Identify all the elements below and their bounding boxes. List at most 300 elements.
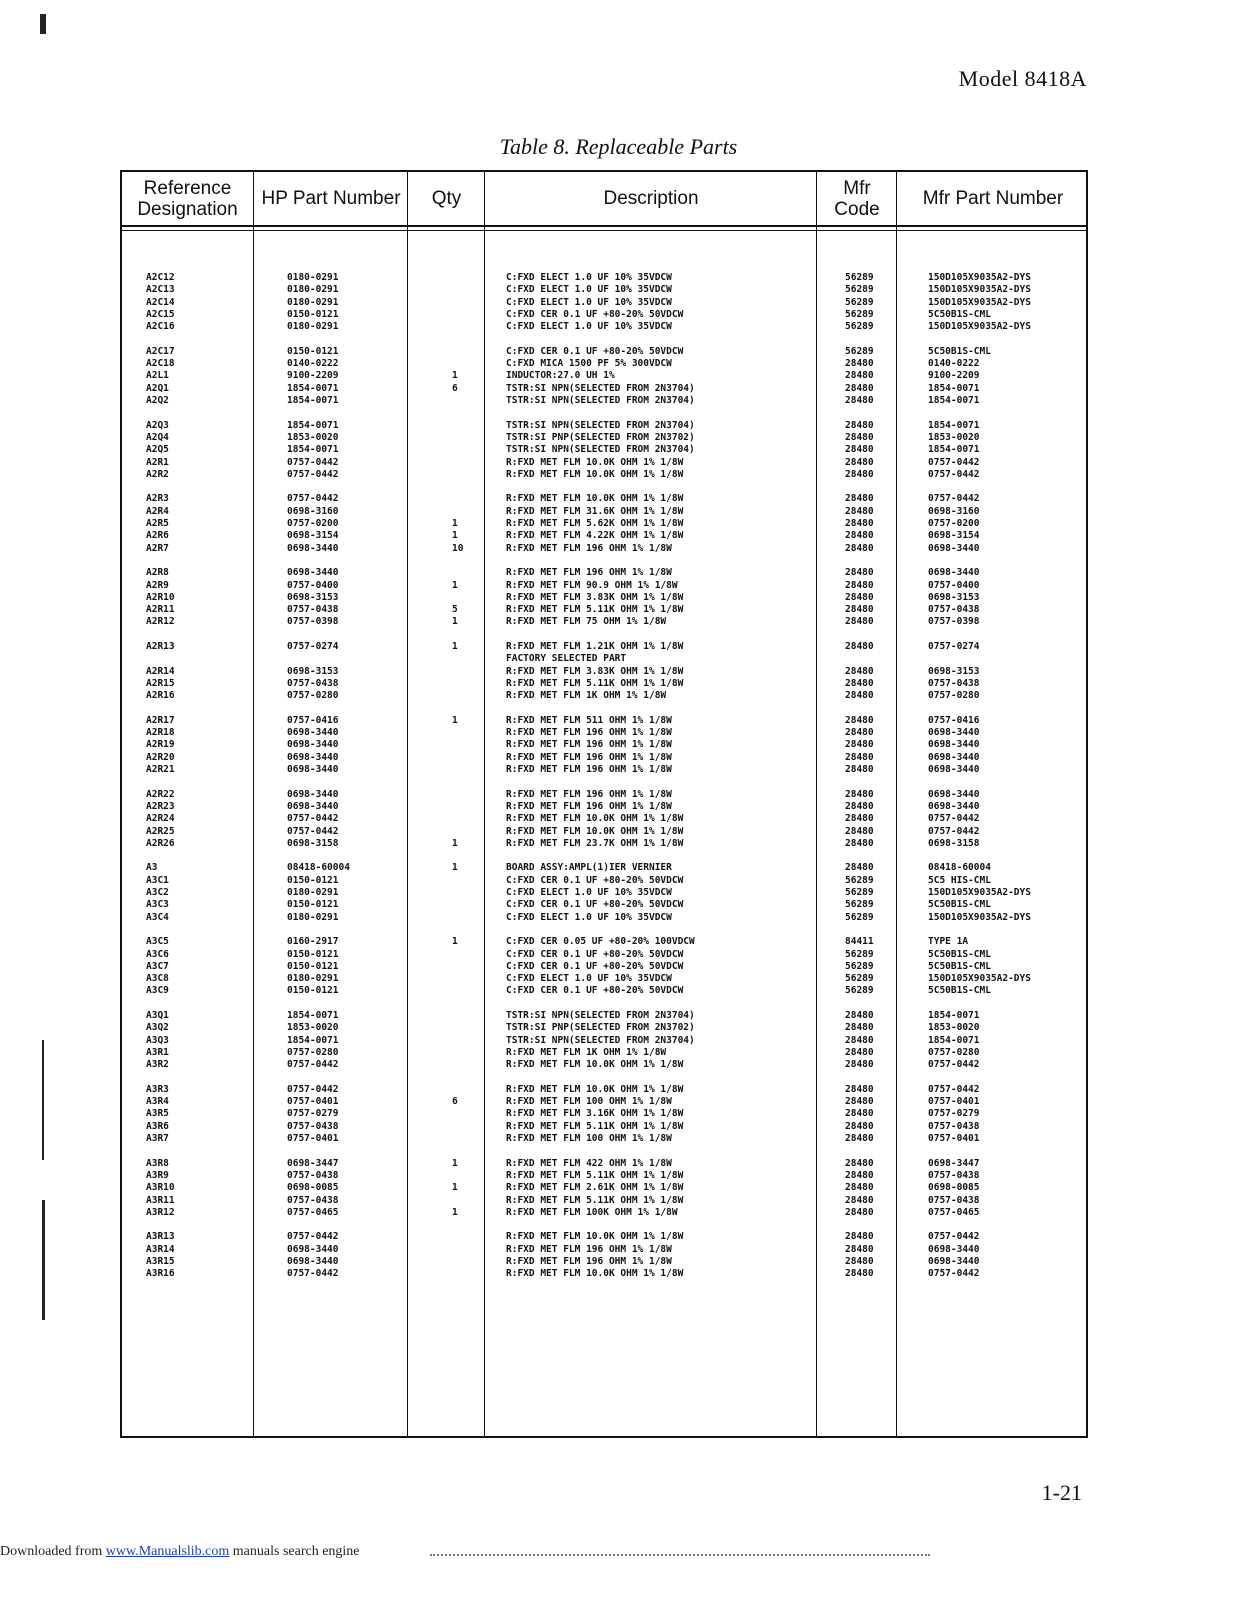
- cell-mfr-part-number: 1853-0020: [928, 431, 980, 443]
- cell-description: R:FXD MET FLM 196 OHM 1% 1/8W: [506, 764, 672, 775]
- cell-reference: A2C13: [146, 284, 175, 296]
- cell-qty: 10: [452, 542, 464, 554]
- cell-mfr-code: 28480: [845, 1108, 874, 1120]
- cell-description: R:FXD MET FLM 10.0K OHM 1% 1/8W: [506, 1231, 684, 1243]
- cell-qty: 6: [452, 1096, 458, 1108]
- cell-description: R:FXD MET FLM 10.0K OHM 1% 1/8W: [506, 813, 684, 825]
- header-description: Description: [603, 188, 699, 209]
- cell-mfr-code: 28480: [845, 370, 874, 382]
- cell-hp-part-number: 9100-2209: [287, 370, 339, 382]
- cell-mfr-code: 28480: [845, 493, 874, 505]
- cell-qty: 1: [452, 862, 458, 874]
- cell-mfr-code: 28480: [845, 813, 874, 825]
- cell-mfr-code: 28480: [845, 690, 874, 702]
- table-row: [122, 752, 1086, 764]
- cell-reference: A3C3: [146, 899, 169, 911]
- cell-description: TSTR:SI NPN(SELECTED FROM 2N3704): [506, 382, 695, 394]
- cell-reference: A2L1: [146, 370, 169, 382]
- cell-reference: A2R15: [146, 677, 175, 689]
- table-row-spacer: [122, 998, 1086, 1010]
- table-row: [122, 973, 1086, 985]
- cell-hp-part-number: 0698-0085: [287, 1182, 339, 1194]
- cell-mfr-code: 28480: [845, 444, 874, 456]
- cell-description: R:FXD MET FLM 4.22K OHM 1% 1/8W: [506, 530, 684, 542]
- table-row: [122, 813, 1086, 825]
- footer-suffix: manuals search engine: [229, 1544, 360, 1559]
- cell-hp-part-number: 0757-0442: [287, 1083, 339, 1095]
- cell-qty: 1: [452, 714, 458, 726]
- cell-reference: A3Q3: [146, 1034, 169, 1046]
- cell-description: R:FXD MET FLM 10.0K OHM 1% 1/8W: [506, 1059, 684, 1071]
- cell-mfr-code: 28480: [845, 567, 874, 579]
- cell-mfr-code: 56289: [845, 948, 874, 960]
- cell-mfr-code: 28480: [845, 505, 874, 517]
- cell-qty: 1: [452, 641, 458, 652]
- cell-mfr-part-number: TYPE 1A: [928, 936, 969, 948]
- cell-hp-part-number: 1854-0071: [287, 419, 339, 431]
- table-row: [122, 616, 1086, 628]
- table-row: [122, 518, 1086, 530]
- table-row-spacer: [122, 1219, 1086, 1231]
- cell-mfr-part-number: 5C50B1S-CML: [928, 948, 991, 960]
- table-row: [122, 789, 1086, 801]
- table-row: [122, 1010, 1086, 1022]
- cell-reference: A3C1: [146, 874, 169, 886]
- cell-mfr-code: 56289: [845, 272, 874, 283]
- cell-reference: A3C5: [146, 936, 169, 948]
- cell-hp-part-number: 0757-0442: [287, 456, 339, 468]
- cell-reference: A2R5: [146, 518, 169, 529]
- cell-hp-part-number: 0140-0222: [287, 358, 339, 370]
- table-row: [122, 346, 1086, 358]
- cell-mfr-part-number: 0757-0465: [928, 1206, 980, 1218]
- header-rule: [122, 225, 1086, 227]
- cell-description: R:FXD MET FLM 196 OHM 1% 1/8W: [506, 739, 672, 751]
- cell-description: R:FXD MET FLM 511 OHM 1% 1/8W: [506, 714, 672, 726]
- cell-hp-part-number: 1854-0071: [287, 382, 339, 394]
- cell-reference: A2R21: [146, 764, 175, 775]
- table-row-spacer: [122, 776, 1086, 788]
- cell-mfr-part-number: 150D105X9035A2-DYS: [928, 973, 1031, 985]
- cell-reference: A2R16: [146, 690, 175, 702]
- cell-description: R:FXD MET FLM 10.0K OHM 1% 1/8W: [506, 1083, 684, 1095]
- cell-hp-part-number: 0698-3440: [287, 727, 339, 739]
- cell-mfr-part-number: 0698-3158: [928, 837, 980, 849]
- table-row: [122, 580, 1086, 592]
- cell-description: C:FXD ELECT 1.0 UF 10% 35VDCW: [506, 272, 672, 283]
- table-row: [122, 592, 1086, 604]
- cell-reference: A3R16: [146, 1268, 175, 1280]
- table-row: [122, 641, 1086, 653]
- cell-hp-part-number: 0180-0291: [287, 321, 339, 333]
- table-row: [122, 432, 1086, 444]
- cell-hp-part-number: 08418-60004: [287, 862, 350, 874]
- cell-mfr-part-number: 5C50B1S-CML: [928, 960, 991, 972]
- cell-mfr-part-number: 0757-0400: [928, 579, 980, 591]
- cell-mfr-code: 28480: [845, 1120, 874, 1132]
- cell-reference: A2R2: [146, 468, 169, 480]
- cell-reference: A2R20: [146, 751, 175, 763]
- cell-description: R:FXD MET FLM 10.0K OHM 1% 1/8W: [506, 493, 684, 505]
- cell-reference: A2Q1: [146, 382, 169, 394]
- cell-description: R:FXD MET FLM 3.16K OHM 1% 1/8W: [506, 1108, 684, 1120]
- cell-hp-part-number: 0757-0400: [287, 579, 339, 591]
- table-row-spacer: [122, 629, 1086, 641]
- cell-mfr-part-number: 0698-3440: [928, 1256, 980, 1267]
- table-row: [122, 862, 1086, 874]
- table-row: [122, 297, 1086, 309]
- table-row: [122, 1256, 1086, 1268]
- cell-reference: A2C16: [146, 321, 175, 333]
- table-row: [122, 666, 1086, 678]
- cell-description: TSTR:SI NPN(SELECTED FROM 2N3704): [506, 1010, 695, 1021]
- cell-reference: A3: [146, 862, 158, 874]
- cell-mfr-code: 28480: [845, 468, 874, 480]
- cell-mfr-part-number: 0698-3440: [928, 788, 980, 800]
- cell-reference: A3R13: [146, 1231, 175, 1243]
- cell-hp-part-number: 0757-0280: [287, 1046, 339, 1058]
- cell-description: R:FXD MET FLM 10.0K OHM 1% 1/8W: [506, 456, 684, 468]
- cell-hp-part-number: 0757-0442: [287, 1268, 339, 1280]
- cell-mfr-part-number: 5C50B1S-CML: [928, 899, 991, 911]
- cell-description: R:FXD MET FLM 196 OHM 1% 1/8W: [506, 542, 672, 554]
- table-row: [122, 887, 1086, 899]
- cell-description: R:FXD MET FLM 196 OHM 1% 1/8W: [506, 788, 672, 800]
- cell-reference: A2R1: [146, 456, 169, 468]
- cell-mfr-code: 28480: [845, 358, 874, 370]
- cell-reference: A2Q5: [146, 444, 169, 456]
- cell-hp-part-number: 0698-3153: [287, 591, 339, 603]
- cell-description: R:FXD MET FLM 196 OHM 1% 1/8W: [506, 1243, 672, 1255]
- cell-mfr-code: 28480: [845, 1046, 874, 1058]
- cell-mfr-code: 56289: [845, 874, 874, 886]
- table-row: [122, 1158, 1086, 1170]
- cell-mfr-code: 28480: [845, 1182, 874, 1194]
- table-row: [122, 1047, 1086, 1059]
- cell-hp-part-number: 0698-3153: [287, 665, 339, 677]
- cell-reference: A2C18: [146, 358, 175, 370]
- cell-hp-part-number: 0698-3440: [287, 542, 339, 554]
- cell-hp-part-number: 0757-0398: [287, 616, 339, 628]
- cell-hp-part-number: 1854-0071: [287, 1010, 339, 1021]
- table-row: [122, 764, 1086, 776]
- cell-mfr-part-number: 0757-0438: [928, 604, 980, 616]
- cell-description: C:FXD ELECT 1.0 UF 10% 35VDCW: [506, 887, 672, 898]
- cell-mfr-code: 28480: [845, 1034, 874, 1046]
- cell-hp-part-number: 0150-0121: [287, 874, 339, 886]
- cell-mfr-part-number: 0757-0442: [928, 1059, 980, 1071]
- cell-reference: A3R9: [146, 1169, 169, 1181]
- table-row: [122, 739, 1086, 751]
- cell-hp-part-number: 0180-0291: [287, 911, 339, 923]
- cell-hp-part-number: 0757-0438: [287, 1194, 339, 1206]
- table-row: [122, 530, 1086, 542]
- cell-qty: 1: [452, 579, 458, 591]
- cell-reference: A2R19: [146, 739, 175, 751]
- cell-mfr-part-number: 08418-60004: [928, 862, 991, 874]
- cell-reference: A3R10: [146, 1182, 175, 1194]
- cell-mfr-code: 28480: [845, 714, 874, 726]
- cell-hp-part-number: 0757-0279: [287, 1108, 339, 1120]
- cell-reference: A3R11: [146, 1194, 175, 1206]
- manualslib-link[interactable]: www.Manualslib.com: [105, 1544, 230, 1559]
- table-row-spacer: [122, 1072, 1086, 1084]
- cell-qty: 1: [452, 616, 458, 628]
- cell-reference: A2R25: [146, 825, 175, 837]
- footer-prefix: Downloaded from: [0, 1544, 106, 1559]
- table-row: [122, 1195, 1086, 1207]
- cell-mfr-code: 28480: [845, 1059, 874, 1071]
- table-row: [122, 321, 1086, 333]
- cell-mfr-code: 28480: [845, 530, 874, 542]
- cell-description: FACTORY SELECTED PART: [506, 653, 627, 665]
- cell-reference: A3C8: [146, 973, 169, 985]
- cell-hp-part-number: 0180-0291: [287, 296, 339, 308]
- cell-reference: A3C2: [146, 887, 169, 898]
- cell-reference: A2R22: [146, 788, 175, 800]
- cell-hp-part-number: 0698-3440: [287, 1256, 339, 1267]
- cell-reference: A3R5: [146, 1108, 169, 1120]
- cell-qty: 1: [452, 518, 458, 529]
- cell-mfr-code: 28480: [845, 764, 874, 775]
- cell-reference: A3R14: [146, 1243, 175, 1255]
- table-row: [122, 1244, 1086, 1256]
- cell-description: R:FXD MET FLM 100K OHM 1% 1/8W: [506, 1206, 678, 1218]
- cell-mfr-part-number: 150D105X9035A2-DYS: [928, 296, 1031, 308]
- cell-mfr-code: 28480: [845, 579, 874, 591]
- cell-reference: A2R4: [146, 505, 169, 517]
- cell-description: C:FXD ELECT 1.0 UF 10% 35VDCW: [506, 911, 672, 923]
- cell-reference: A2R18: [146, 727, 175, 739]
- table-row: [122, 493, 1086, 505]
- cell-mfr-code: 28480: [845, 751, 874, 763]
- table-row: [122, 309, 1086, 321]
- cell-qty: 1: [452, 936, 458, 948]
- cell-description: C:FXD CER 0.1 UF +80-20% 50VDCW: [506, 308, 684, 320]
- cell-mfr-code: 28480: [845, 665, 874, 677]
- cell-reference: A3R1: [146, 1046, 169, 1058]
- cell-reference: A3R15: [146, 1256, 175, 1267]
- cell-description: R:FXD MET FLM 2.61K OHM 1% 1/8W: [506, 1182, 684, 1194]
- table-row: [122, 420, 1086, 432]
- table-row: [122, 1268, 1086, 1280]
- cell-hp-part-number: 0160-2917: [287, 936, 339, 948]
- cell-hp-part-number: 0698-3154: [287, 530, 339, 542]
- cell-mfr-code: 28480: [845, 1010, 874, 1021]
- cell-mfr-code: 56289: [845, 960, 874, 972]
- cell-description: R:FXD MET FLM 23.7K OHM 1% 1/8W: [506, 837, 684, 849]
- cell-description: C:FXD ELECT 1.0 UF 10% 35VDCW: [506, 296, 672, 308]
- cell-hp-part-number: 0180-0291: [287, 887, 339, 898]
- cell-mfr-code: 56289: [845, 887, 874, 898]
- cell-hp-part-number: 0757-0200: [287, 518, 339, 529]
- cell-mfr-code: 28480: [845, 800, 874, 812]
- cell-hp-part-number: 0757-0438: [287, 1120, 339, 1132]
- cell-reference: A3Q1: [146, 1010, 169, 1021]
- cell-mfr-code: 28480: [845, 837, 874, 849]
- cell-mfr-part-number: 0757-0280: [928, 690, 980, 702]
- cell-mfr-part-number: 0698-3440: [928, 1243, 980, 1255]
- cell-reference: A3C6: [146, 948, 169, 960]
- cell-hp-part-number: 0698-3440: [287, 764, 339, 775]
- page-number: 1-21: [1041, 1480, 1082, 1505]
- table-row: [122, 1108, 1086, 1120]
- scan-margin-mark: [42, 1040, 44, 1160]
- table-row: [122, 912, 1086, 924]
- cell-reference: A2R23: [146, 800, 175, 812]
- cell-hp-part-number: 0180-0291: [287, 973, 339, 985]
- cell-reference: A2R11: [146, 604, 175, 616]
- table-row: [122, 899, 1086, 911]
- table-row: [122, 457, 1086, 469]
- cell-hp-part-number: 0150-0121: [287, 960, 339, 972]
- cell-mfr-code: 28480: [845, 788, 874, 800]
- cell-description: R:FXD MET FLM 5.11K OHM 1% 1/8W: [506, 677, 684, 689]
- cell-mfr-part-number: 0757-0442: [928, 813, 980, 825]
- cell-reference: A2C12: [146, 272, 175, 283]
- table-row-spacer: [122, 481, 1086, 493]
- table-row: [122, 1170, 1086, 1182]
- cell-reference: A3C4: [146, 911, 169, 923]
- table-row: [122, 1059, 1086, 1071]
- cell-description: R:FXD MET FLM 10.0K OHM 1% 1/8W: [506, 468, 684, 480]
- cell-reference: A2R14: [146, 665, 175, 677]
- table-row: [122, 567, 1086, 579]
- cell-description: R:FXD MET FLM 10.0K OHM 1% 1/8W: [506, 825, 684, 837]
- cell-description: C:FXD ELECT 1.0 UF 10% 35VDCW: [506, 973, 672, 985]
- cell-description: TSTR:SI NPN(SELECTED FROM 2N3704): [506, 444, 695, 456]
- cell-hp-part-number: 0757-0416: [287, 714, 339, 726]
- cell-mfr-code: 28480: [845, 395, 874, 406]
- cell-description: R:FXD MET FLM 196 OHM 1% 1/8W: [506, 567, 672, 579]
- cell-mfr-part-number: 0698-3440: [928, 542, 980, 554]
- cell-description: C:FXD CER 0.1 UF +80-20% 50VDCW: [506, 985, 684, 997]
- table-row: [122, 985, 1086, 997]
- cell-hp-part-number: 0698-3440: [287, 739, 339, 751]
- cell-mfr-part-number: 0698-3440: [928, 727, 980, 739]
- table-row: [122, 506, 1086, 518]
- cell-mfr-code: 84411: [845, 936, 874, 948]
- cell-hp-part-number: 1854-0071: [287, 395, 339, 406]
- cell-mfr-part-number: 0757-0398: [928, 616, 980, 628]
- cell-mfr-part-number: 0757-0442: [928, 1268, 980, 1280]
- table-row: [122, 604, 1086, 616]
- cell-description: R:FXD MET FLM 100 OHM 1% 1/8W: [506, 1133, 672, 1144]
- cell-hp-part-number: 0757-0442: [287, 1231, 339, 1243]
- cell-description: C:FXD CER 0.1 UF +80-20% 50VDCW: [506, 345, 684, 357]
- cell-description: TSTR:SI NPN(SELECTED FROM 2N3704): [506, 395, 695, 406]
- cell-hp-part-number: 0150-0121: [287, 308, 339, 320]
- cell-description: BOARD ASSY:AMPL(1)IER VERNIER: [506, 862, 672, 874]
- cell-mfr-code: 56289: [845, 985, 874, 997]
- cell-description: R:FXD MET FLM 5.11K OHM 1% 1/8W: [506, 1120, 684, 1132]
- cell-description: INDUCTOR:27.0 UH 1%: [506, 370, 615, 382]
- table-row: [122, 383, 1086, 395]
- table-row: [122, 727, 1086, 739]
- cell-description: R:FXD MET FLM 100 OHM 1% 1/8W: [506, 1096, 672, 1108]
- cell-mfr-part-number: 0698-3440: [928, 764, 980, 775]
- cell-hp-part-number: 0150-0121: [287, 985, 339, 997]
- cell-mfr-code: 56289: [845, 345, 874, 357]
- table-row-spacer: [122, 924, 1086, 936]
- table-row-spacer: [122, 850, 1086, 862]
- scan-margin-mark: [40, 14, 46, 34]
- cell-mfr-part-number: 0140-0222: [928, 358, 980, 370]
- cell-mfr-code: 28480: [845, 1133, 874, 1144]
- table-row: [122, 678, 1086, 690]
- cell-hp-part-number: 0180-0291: [287, 272, 339, 283]
- cell-qty: 6: [452, 382, 458, 394]
- cell-mfr-code: 28480: [845, 419, 874, 431]
- cell-mfr-code: 28480: [845, 1169, 874, 1181]
- cell-mfr-code: 28480: [845, 518, 874, 529]
- cell-mfr-code: 56289: [845, 899, 874, 911]
- cell-mfr-part-number: 0757-0442: [928, 1231, 980, 1243]
- cell-mfr-part-number: 150D105X9035A2-DYS: [928, 272, 1031, 283]
- cell-mfr-part-number: 1853-0020: [928, 1022, 980, 1034]
- cell-description: R:FXD MET FLM 196 OHM 1% 1/8W: [506, 727, 672, 739]
- cell-reference: A2R9: [146, 579, 169, 591]
- cell-mfr-code: 56289: [845, 308, 874, 320]
- cell-reference: A3R2: [146, 1059, 169, 1071]
- cell-hp-part-number: 0757-0442: [287, 813, 339, 825]
- cell-hp-part-number: 0757-0280: [287, 690, 339, 702]
- cell-reference: A2Q4: [146, 431, 169, 443]
- cell-reference: A3R6: [146, 1120, 169, 1132]
- cell-reference: A2R10: [146, 591, 175, 603]
- cell-mfr-part-number: 0698-3447: [928, 1157, 980, 1169]
- cell-description: R:FXD MET FLM 1.21K OHM 1% 1/8W: [506, 641, 684, 652]
- cell-reference: A2Q2: [146, 395, 169, 406]
- cell-reference: A2C14: [146, 296, 175, 308]
- cell-mfr-part-number: 0757-0401: [928, 1133, 980, 1144]
- table-row: [122, 358, 1086, 370]
- cell-hp-part-number: 0150-0121: [287, 345, 339, 357]
- cell-mfr-part-number: 1854-0071: [928, 1034, 980, 1046]
- header-mfr-part-number: Mfr Part Number: [922, 188, 1064, 209]
- table-row: [122, 1133, 1086, 1145]
- cell-mfr-code: 28480: [845, 1022, 874, 1034]
- cell-mfr-part-number: 150D105X9035A2-DYS: [928, 911, 1031, 923]
- header-rule-inner: [122, 230, 1086, 231]
- cell-mfr-part-number: 0757-0416: [928, 714, 980, 726]
- table-row: [122, 284, 1086, 296]
- cell-reference: A2R7: [146, 542, 169, 554]
- cell-mfr-part-number: 0757-0438: [928, 677, 980, 689]
- cell-mfr-part-number: 5C5 HIS-CML: [928, 874, 991, 886]
- cell-hp-part-number: 0757-0401: [287, 1133, 339, 1144]
- cell-mfr-part-number: 1854-0071: [928, 419, 980, 431]
- cell-mfr-part-number: 0757-0438: [928, 1169, 980, 1181]
- cell-mfr-code: 56289: [845, 296, 874, 308]
- cell-qty: 1: [452, 1206, 458, 1218]
- table-row: [122, 838, 1086, 850]
- table-row-spacer: [122, 703, 1086, 715]
- cell-description: R:FXD MET FLM 3.83K OHM 1% 1/8W: [506, 665, 684, 677]
- table-row: [122, 826, 1086, 838]
- table-title: Table 8. Replaceable Parts: [499, 134, 738, 159]
- cell-hp-part-number: 0150-0121: [287, 899, 339, 911]
- cell-reference: A2R3: [146, 493, 169, 505]
- cell-mfr-code: 28480: [845, 825, 874, 837]
- cell-mfr-code: 28480: [845, 1096, 874, 1108]
- cell-mfr-part-number: 1854-0071: [928, 444, 980, 456]
- cell-description: R:FXD MET FLM 196 OHM 1% 1/8W: [506, 800, 672, 812]
- cell-reference: A3C7: [146, 960, 169, 972]
- cell-mfr-code: 28480: [845, 542, 874, 554]
- cell-mfr-code: 28480: [845, 1268, 874, 1280]
- cell-mfr-part-number: 1854-0071: [928, 1010, 980, 1021]
